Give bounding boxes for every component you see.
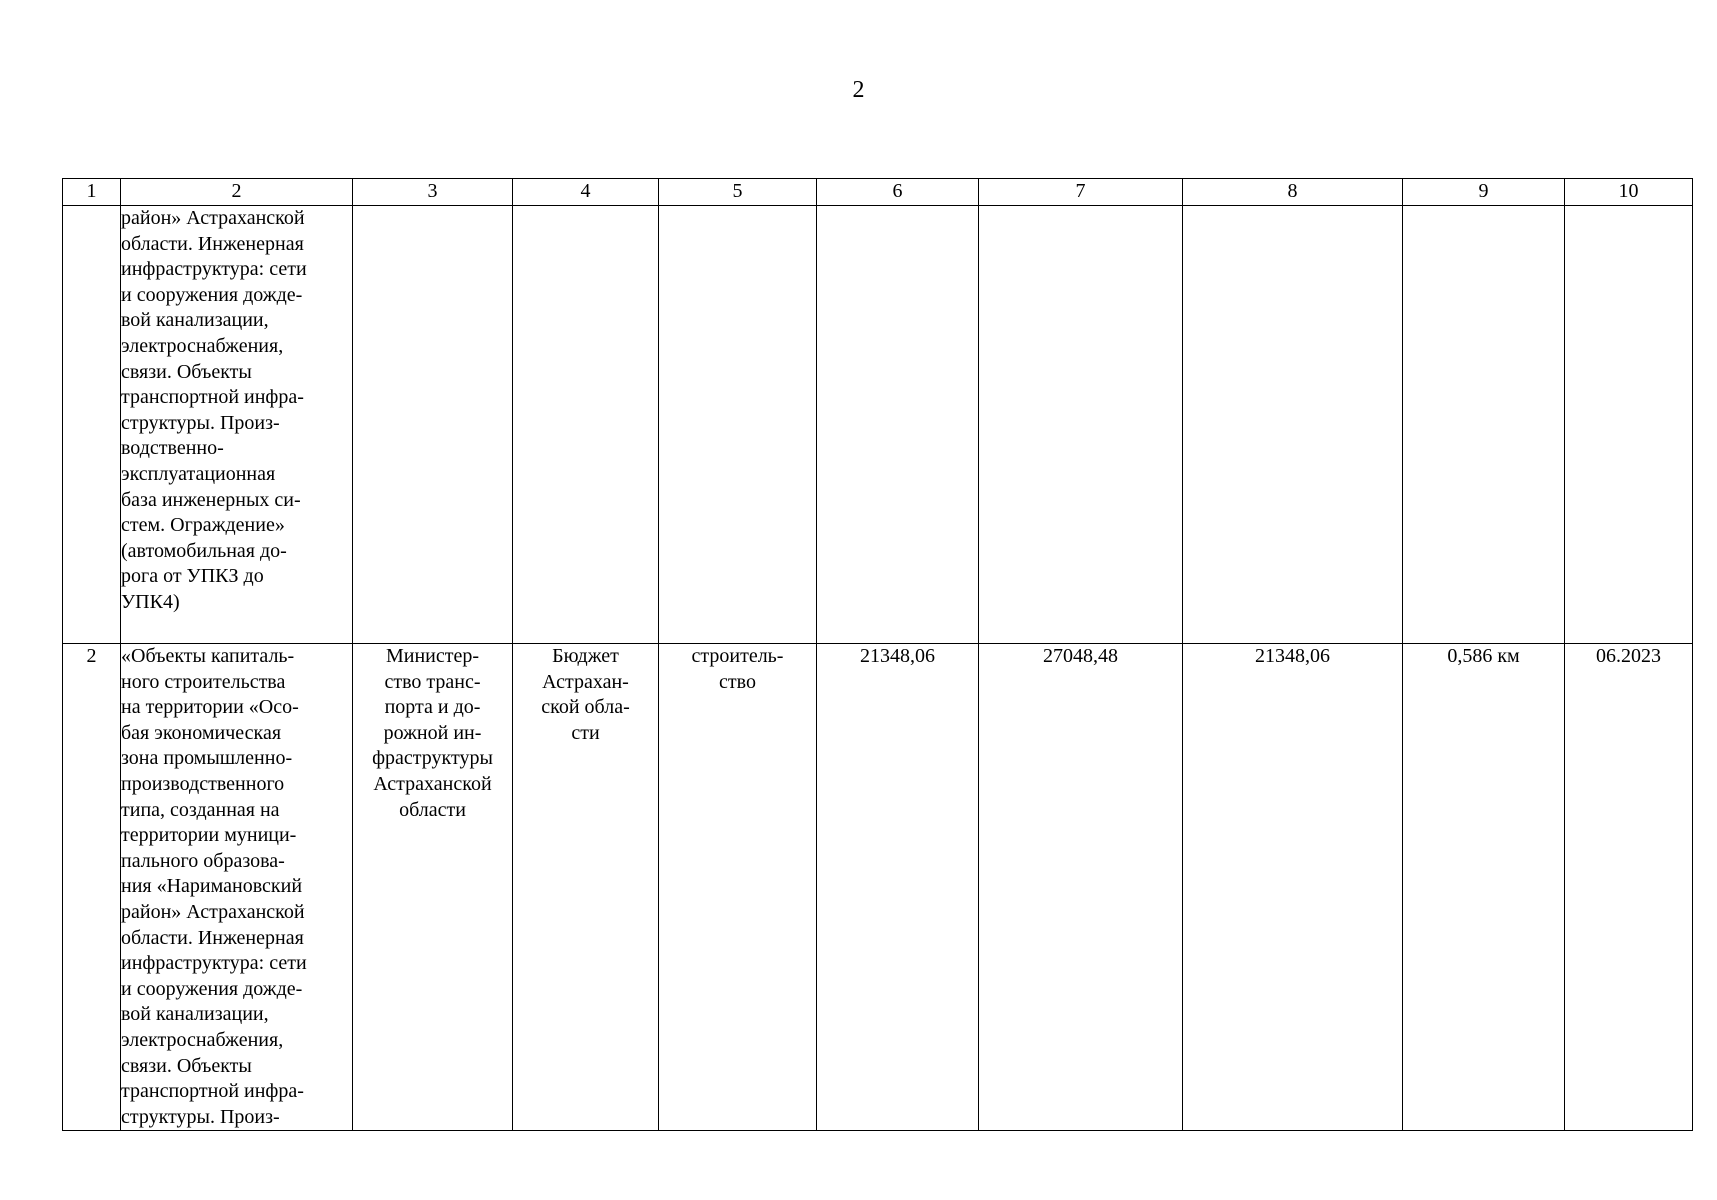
header-cell-1: 1	[63, 179, 121, 206]
object-name-cell	[121, 206, 353, 644]
value-cell-8	[1183, 644, 1403, 1131]
row-number: 2	[86, 645, 97, 667]
value-cell-6	[817, 206, 979, 644]
value-cell-6	[817, 644, 979, 1131]
header-cell-4: 4	[513, 179, 659, 206]
value-cell-9	[1403, 206, 1565, 644]
value-cell-10	[1565, 644, 1693, 1131]
value-cell-7	[979, 644, 1183, 1131]
value-cell-8	[1183, 206, 1403, 644]
object-name-text: «Объекты капиталь- ного строительства на территории «Осо- бая экономическая зона промышленно- производственного типа, созданная на территории муници- пального образова- ния «Наримановский район» Астраханской области. Инженерная инфраструктура: сети и сооружения дожде- вой канализации, электроснабжения, связи. Объекты транспортной инфра- структуры. Произ-	[121, 645, 307, 1128]
header-cell-7: 7	[979, 179, 1183, 206]
object-name-cell	[121, 644, 353, 1131]
header-cell-3: 3	[353, 179, 513, 206]
value-cell-7	[979, 206, 1183, 644]
customer-cell	[353, 644, 513, 1131]
work-type-cell	[659, 644, 817, 1131]
customer-text: Министер- ство транс- порта и до- рожной ин- фраструктуры Астраханской области	[372, 645, 493, 821]
header-cell-9: 9	[1403, 179, 1565, 206]
header-row	[63, 179, 1693, 206]
header-cell-2: 2	[121, 179, 353, 206]
value-10: 06.2023	[1596, 645, 1661, 667]
header-cell-5: 5	[659, 179, 817, 206]
value-9: 0,586 км	[1447, 645, 1520, 667]
value-6: 21348,06	[860, 645, 935, 667]
header-cell-10: 10	[1565, 179, 1693, 206]
row-number-cell	[63, 206, 121, 644]
value-cell-10	[1565, 206, 1693, 644]
value-cell-9	[1403, 644, 1565, 1131]
funding-source-text: Бюджет Астрахан- ской обла- сти	[541, 645, 630, 744]
customer-cell	[353, 206, 513, 644]
work-type-cell	[659, 206, 817, 644]
header-cell-8: 8	[1183, 179, 1403, 206]
page-number: 2	[852, 77, 865, 103]
funding-source-cell	[513, 206, 659, 644]
work-type-text: строитель- ство	[691, 645, 784, 693]
value-7: 27048,48	[1043, 645, 1118, 667]
funding-source-cell	[513, 644, 659, 1131]
object-name-text: район» Астраханской области. Инженерная инфраструктура: сети и сооружения дожде- вой канализации, электроснабжения, связи. Объекты транспортной инфра- структуры. Произ- водственно- эксплуатационная база инженерных си- стем. Ограждение» (автомобильная до- рога от УПКЗ до УПК4)	[121, 207, 307, 613]
value-8: 21348,06	[1255, 645, 1330, 667]
table-row	[63, 644, 1693, 1131]
row-number-cell	[63, 644, 121, 1131]
objects-table	[62, 178, 1693, 1131]
header-cell-6: 6	[817, 179, 979, 206]
table-row	[63, 206, 1693, 644]
